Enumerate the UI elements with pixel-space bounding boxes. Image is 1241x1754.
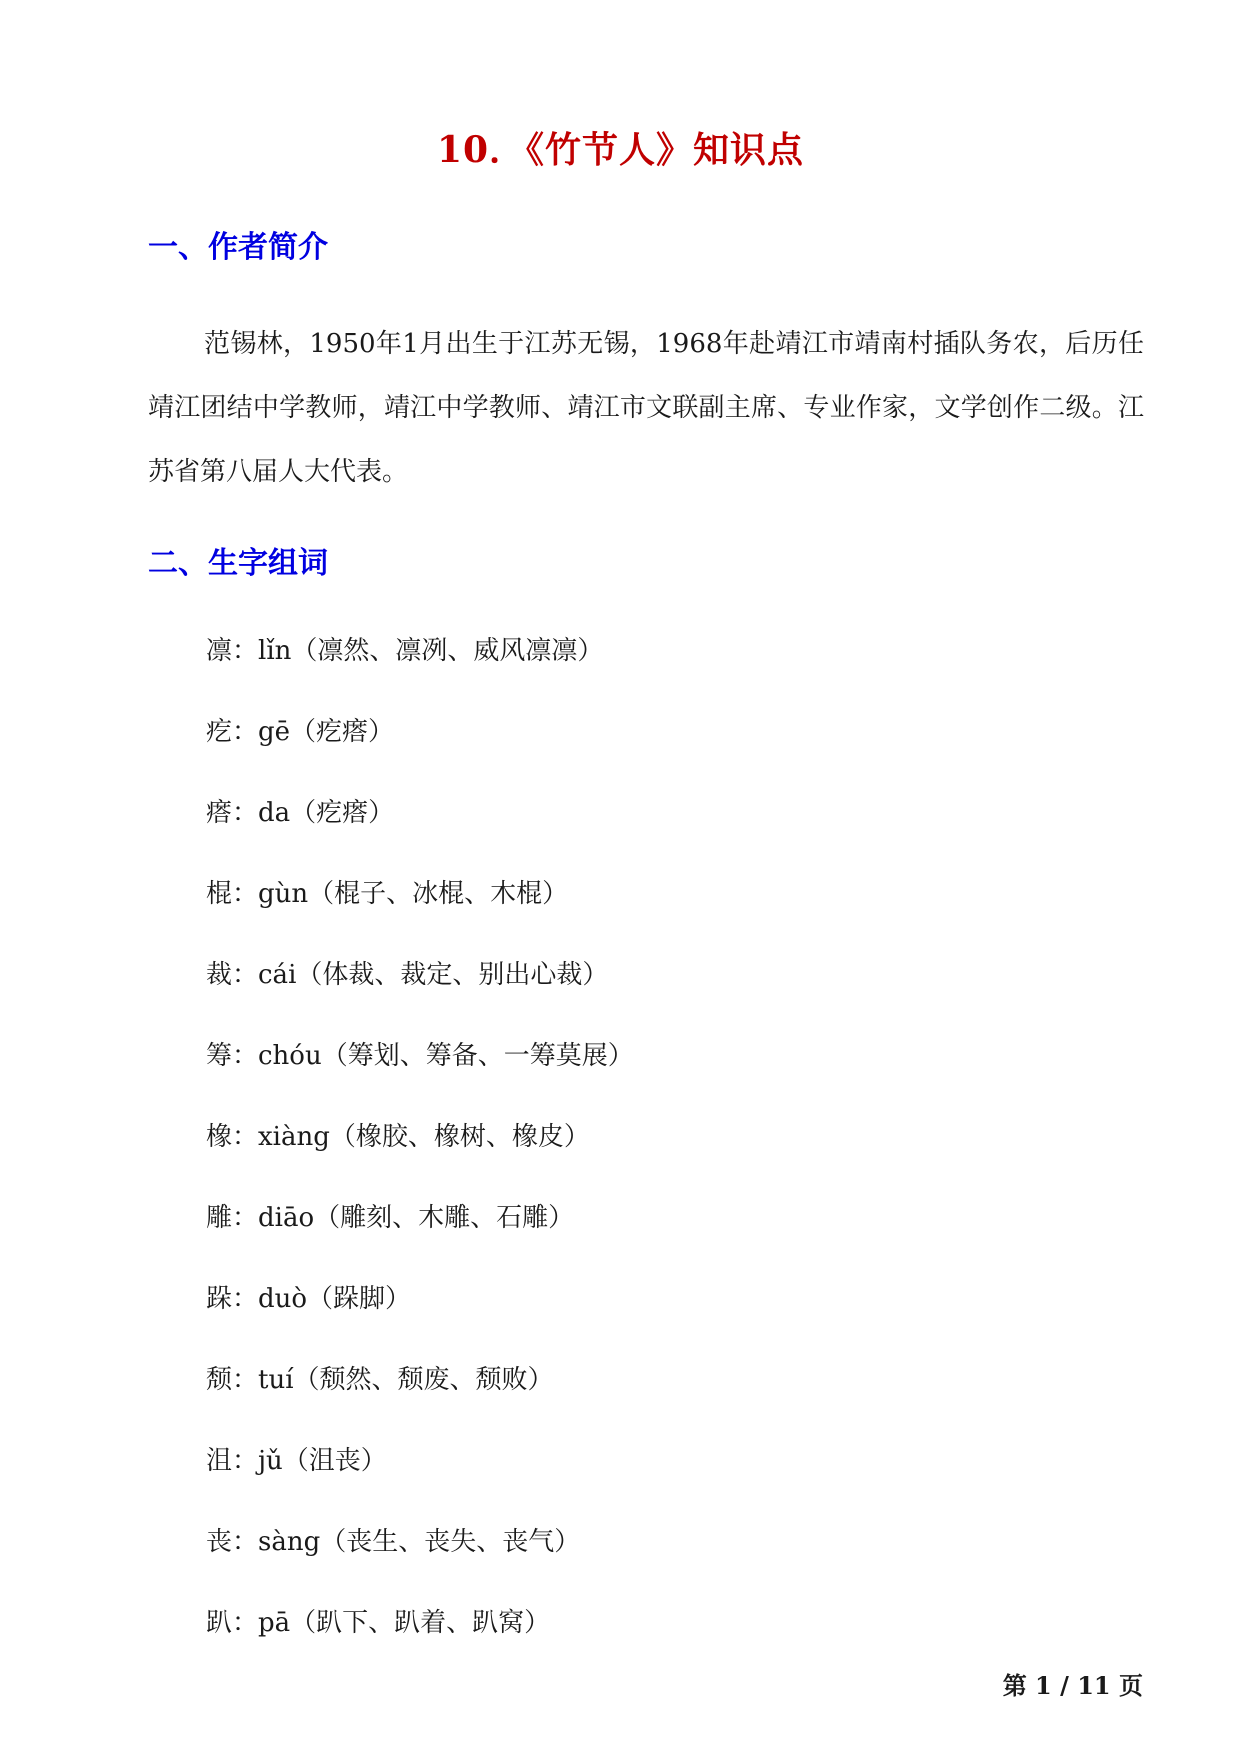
- author-intro-paragraph: 范锡林，1950年1月出生于江苏无锡，1968年赴靖江市靖南村插队务农，后历任靖江团结中学教师，靖江中学教师、靖江市文联副主席、专业作家，文学创作二级。江苏省第八届人大代表。: [148, 329, 1144, 487]
- vocab-item: 跺：duò（跺脚）: [206, 1284, 412, 1314]
- section-heading-vocabulary: 二、生字组词: [148, 546, 328, 581]
- section-heading-author: 一、作者简介: [148, 230, 328, 265]
- vocab-item: 雕：diāo（雕刻、木雕、石雕）: [206, 1203, 575, 1233]
- vocab-item: 瘩：da（疙瘩）: [206, 798, 395, 828]
- vocab-item: 棍：gùn（棍子、冰棍、木棍）: [206, 879, 569, 909]
- vocab-item: 疙：gē（疙瘩）: [206, 717, 395, 747]
- vocab-item: 橡：xiàng（橡胶、橡树、橡皮）: [206, 1122, 590, 1152]
- vocab-item: 沮：jǔ（沮丧）: [206, 1446, 387, 1476]
- vocabulary-list: [206, 623, 634, 1676]
- vocab-item: 颓：tuí（颓然、颓废、颓败）: [206, 1365, 554, 1395]
- vocab-item: 趴：pā（趴下、趴着、趴窝）: [206, 1608, 551, 1638]
- page-number: 第 1 / 11 页: [1002, 1671, 1143, 1700]
- vocab-item: 凛：lǐn（凛然、凛冽、威风凛凛）: [206, 636, 604, 666]
- vocab-item: 筹：chóu（筹划、筹备、一筹莫展）: [206, 1041, 634, 1071]
- document-title: 10．《竹节人》知识点: [436, 129, 805, 171]
- vocab-item: 丧：sàng（丧生、丧失、丧气）: [206, 1527, 581, 1557]
- vocab-item: 裁：cái（体裁、裁定、别出心裁）: [206, 960, 609, 990]
